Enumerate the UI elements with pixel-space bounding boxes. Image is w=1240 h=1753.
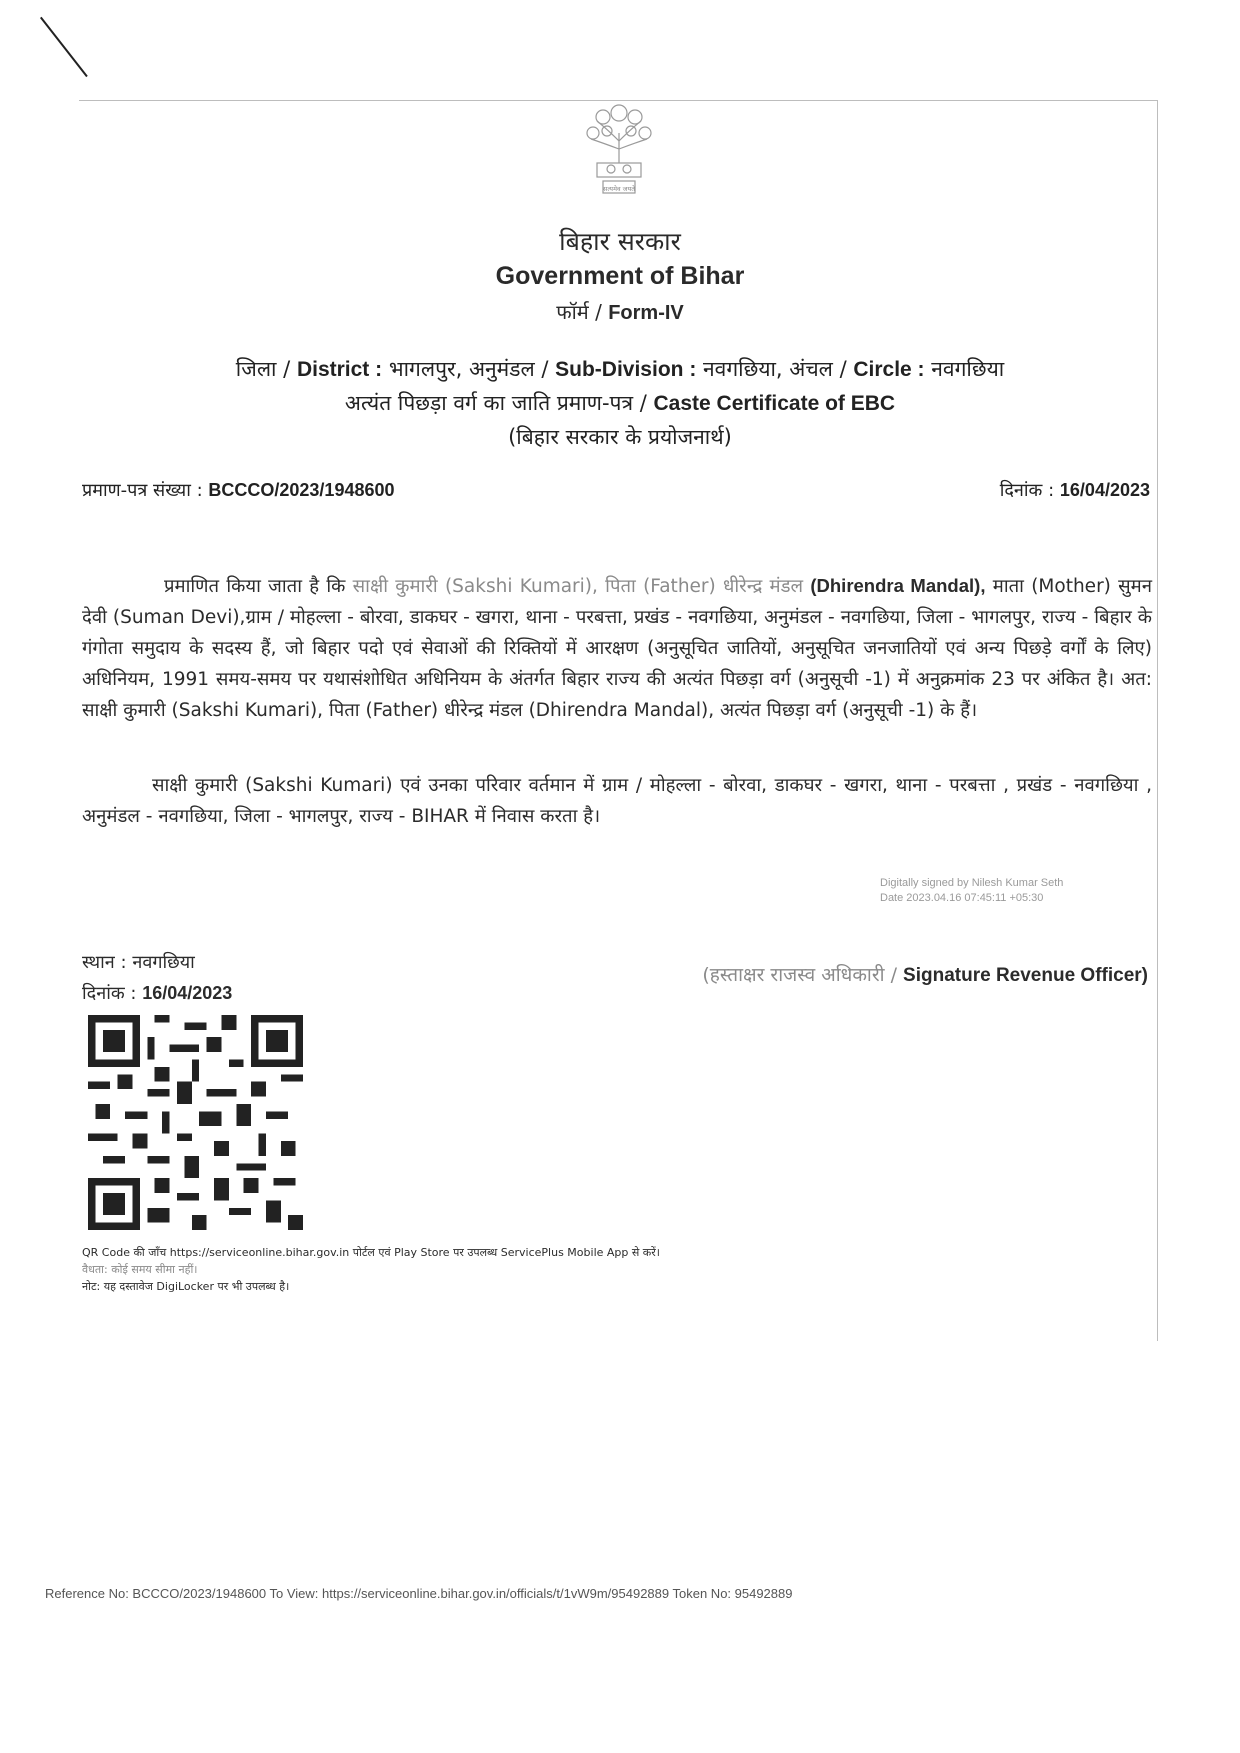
validity-note: वैधता: कोई समय सीमा नहीं। xyxy=(82,1263,198,1276)
certificate-type: अत्यंत पिछड़ा वर्ग का जाति प्रमाण-पत्र / Caste Certificate of EBC xyxy=(344,391,896,415)
certificate-number: प्रमाण-पत्र संख्या : BCCCO/2023/1948600 xyxy=(82,480,395,501)
jurisdiction-line: जिला / District : भागलपुर, अनुमंडल / Sub-Division : नवगछिया, अंचल / Circle : नवगछिया xyxy=(235,357,1005,381)
bihar-emblem-icon xyxy=(573,103,665,198)
title-hindi: बिहार सरकार xyxy=(559,227,681,256)
certificate-date: दिनांक : 16/04/2023 xyxy=(999,480,1150,501)
svg-text:सत्यमेव जयते: सत्यमेव जयते xyxy=(603,185,635,193)
certificate-body-paragraph-2: साक्षी कुमारी (Sakshi Kumari) एवं उनका परिवार वर्तमान में ग्राम / मोहल्ला - बोरवा, डाकघर - खगरा, थाना - परबत्ता , प्रखंड - नवगछिया , अनुमंडल - नवगछिया, जिला - भागलपुर, राज्य - BIHAR में निवास करता है। xyxy=(82,775,1152,827)
signature-revenue-officer: (हस्ताक्षर राजस्व अधिकारी / Signature Revenue Officer) xyxy=(702,964,1148,986)
reference-footer: Reference No: BCCCO/2023/1948600 To View: https://serviceonline.bihar.gov.in/officials/t/1vW9m/95492889 Token No: 95492889 xyxy=(45,1586,793,1601)
scan-artifact-line xyxy=(40,17,88,77)
place-date-block: स्थान : नवगछिया दिनांक : 16/04/2023 xyxy=(82,952,233,1004)
digilocker-note: नोट: यह दस्तावेज DigiLocker पर भी उपलब्ध है। xyxy=(82,1280,290,1293)
certificate-body-paragraph-1: प्रमाणित किया जाता है कि साक्षी कुमारी (Sakshi Kumari), पिता (Father) धीरेन्द्र मंडल (Dhirendra Mandal), माता (Mother) सुमन देवी (Suman Devi),ग्राम / मोहल्ला - बोरवा, डाकघर - खगरा, थाना - परबत्ता, प्रखंड - नवगछिया, अनुमंडल - नवगछिया, जिला - भागलपुर, राज्य - बिहार के गंगोता समुदाय के सदस्य हैं, जो बिहार पदो एवं सेवाओं की रिक्तियों में आरक्षण (अनुसूचित जातियों, अनुसूचित जनजातियों एवं अन्य पिछड़े वर्गों के लिए) अधिनियम, 1991 समय-समय पर यथासंशोधित अधिनियम के अंतर्गत बिहार राज्य की अत्यंत पिछड़ा वर्ग (अनुसूची -1) में अनुक्रमांक 23 पर अंकित है। अत: साक्षी कुमारी (Sakshi Kumari), पिता (Father) धीरेन्द्र मंडल (Dhirendra Mandal), अत्यंत पिछड़ा वर्ग (अनुसूची -1) के हैं। xyxy=(82,575,1152,721)
qr-verification-note: QR Code की जाँच https://serviceonline.bihar.gov.in पोर्टल एवं Play Store पर उपलब्ध ServicePlus Mobile App से करें। xyxy=(82,1246,660,1259)
form-label: फॉर्म / Form-IV xyxy=(556,300,684,324)
title-english: Government of Bihar xyxy=(495,262,745,290)
qr-code-icon[interactable] xyxy=(88,1015,303,1230)
verification-notes xyxy=(82,1244,660,1295)
digital-signature-stamp: Digitally signed by Nilesh Kumar Seth Date 2023.04.16 07:45:11 +05:30 xyxy=(880,877,1064,904)
certificate-purpose: (बिहार सरकार के प्रयोजनार्थ) xyxy=(508,425,732,449)
